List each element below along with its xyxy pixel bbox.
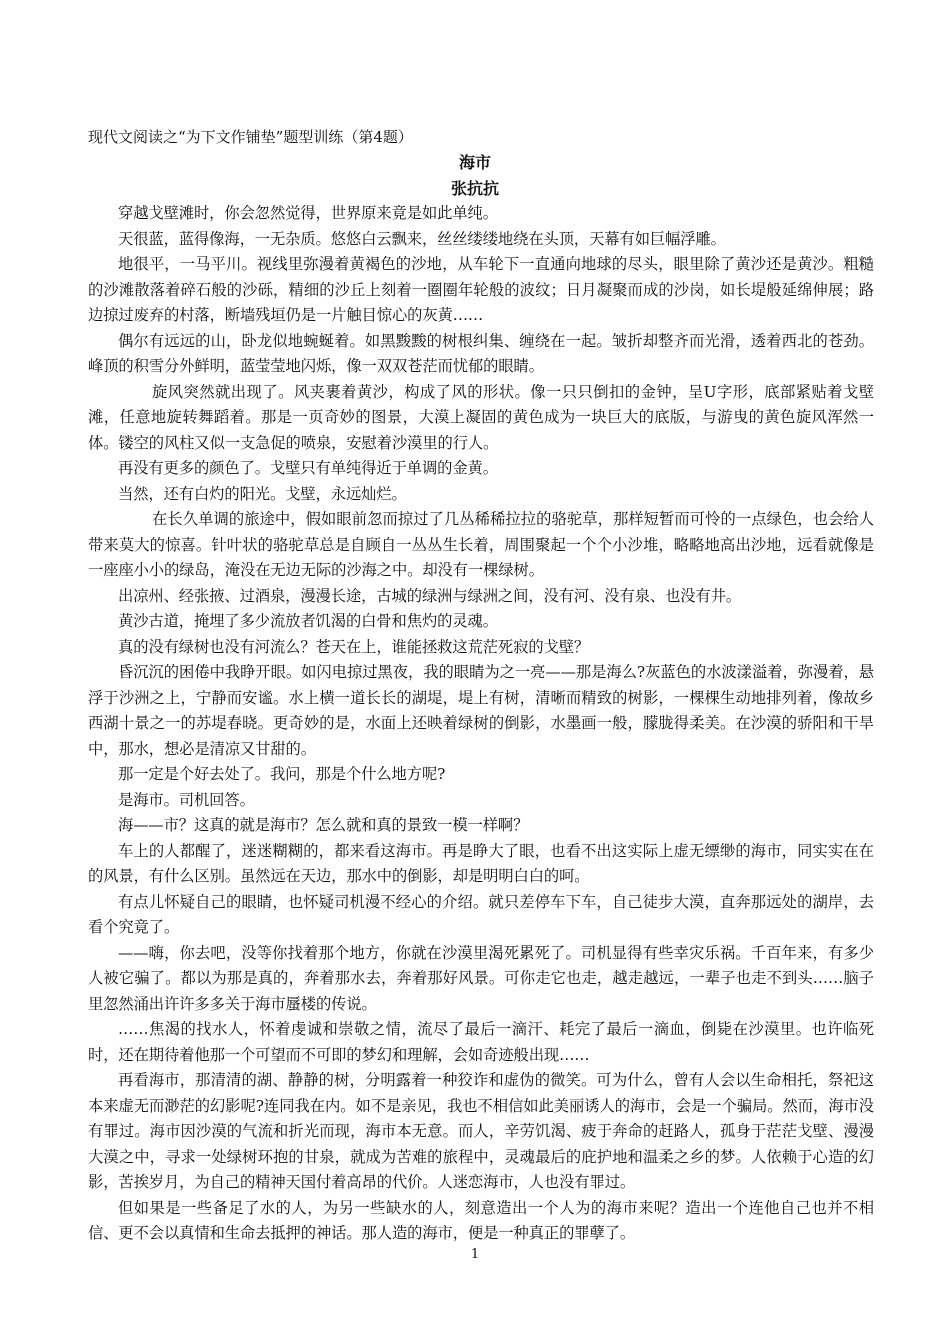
article-author: 张抗抗 bbox=[450, 179, 499, 198]
paragraph: 在长久单调的旅途中，假如眼前忽而掠过了几丛稀稀拉拉的骆驼草，那样短暂而可怜的一点绿色，也会给人带来莫大的惊喜。针叶状的骆驼草总是自顾自一丛丛生长着，周围聚起一个个小沙堆，略略地高出沙地，远看就像是一座座小小的绿岛，淹没在无边无际的沙海之中。却没有一棵绿树。 bbox=[88, 510, 874, 579]
paragraph: ——嗨，你去吧，没等你找着那个地方，你就在沙漠里渴死累死了。司机显得有些幸灾乐祸。千百年来，有多少人被它骗了。都以为那是真的，奔着那水去，奔着那好风景。可你走它也走，越走越远，一辈子也走不到头……脑子里忽然涌出许许多多关于海市蜃楼的传说。 bbox=[88, 943, 874, 1013]
page-number: 1 bbox=[470, 1247, 480, 1262]
paragraph: 真的没有绿树也没有河流么？苍天在上，谁能拯救这荒茫死寂的戈壁？ bbox=[118, 637, 590, 656]
paragraph: 但如果是一些备足了水的人，为另一些缺水的人，刻意造出一个人为的海市来呢？造出一个连他自己也并不相信、更不会以真情和生命去抵押的神话。那人造的海市，便是一种真正的罪孽了。 bbox=[88, 1198, 874, 1242]
paragraph: ……焦渴的找水人，怀着虔诚和崇敬之情，流尽了最后一滴汗、耗完了最后一滴血，倒毙在沙漠里。也许临死时，还在期待着他那一个可望而不可即的梦幻和理解，会如奇迹般出现…… bbox=[88, 1020, 874, 1064]
paragraph: 偶尔有远远的山，卧龙似地蜿蜒着。如黑黢黢的树根纠集、缠绕在一起。皱折却整齐而光滑，透着西北的苍劲。峰顶的积雪分外鲜明，蓝莹莹地闪烁，像一双双苍茫而忧郁的眼睛。 bbox=[88, 331, 874, 375]
paragraph: 地很平，一马平川。视线里弥漫着黄褐色的沙地，从车轮下一直通向地球的尽头，眼里除了黄沙还是黄沙。粗糙的沙滩散落着碎石般的沙砾，精细的沙丘上刻着一圈圈年轮般的波纹；日月凝聚而成的沙岗，如长堤般延绵伸展；路边掠过废弃的村落，断墙残垣仍是一片触目惊心的灰黄…… bbox=[88, 255, 874, 324]
paragraph: 海——市？这真的就是海市？怎么就和真的景致一模一样啊？ bbox=[118, 816, 529, 834]
paragraph: 车上的人都醒了，迷迷糊糊的，都来看这海市。再是睁大了眼，也看不出这实际上虚无缥缈的海市，同实实在在的风景，有什么区别。虽然远在天边，那水中的倒影，却是明明白白的呵。 bbox=[88, 841, 874, 885]
article-title: 海市 bbox=[458, 153, 491, 172]
paragraph: 再没有更多的颜色了。戈壁只有单纯得近于单调的金黄。 bbox=[118, 459, 498, 477]
paragraph: 天很蓝，蓝得像海，一无杂质。悠悠白云飘来，丝丝缕缕地绕在头顶，天幕有如巨幅浮雕。 bbox=[118, 229, 726, 248]
paragraph: 再看海市，那清清的湖、静静的树，分明露着一种狡诈和虚伪的微笑。可为什么，曾有人会以生命相托，祭祀这本来虚无而渺茫的幻影呢?连同我在内。如不是亲见，我也不相信如此美丽诱人的海市，会是一个骗局。然而，海市没有罪过。海市因沙漠的气流和折光而现，海市本无意。而人，辛劳饥渴、疲于奔命的赶路人，孤身于茫茫戈壁、漫漫大漠之中，寻求一处绿树环抱的甘泉，就成为苦难的旅程中，灵魂最后的庇护地和温柔之乡的梦。人依赖于心造的幻影，苦挨岁月，为自己的精神天国付着高昂的代价。人迷恋海市，人也没有罪过。 bbox=[88, 1071, 874, 1191]
paragraph: 那一定是个好去处了。我问，那是个什么地方呢? bbox=[118, 765, 446, 783]
paragraph: 有点儿怀疑自己的眼睛，也怀疑司机漫不经心的介绍。就只差停车下车，自己徒步大漠，直奔那远处的湖岸，去看个究竟了。 bbox=[88, 892, 874, 936]
paragraph: 昏沉沉的困倦中我睁开眼。如闪电掠过黑夜，我的眼睛为之一亮——那是海么?灰蓝色的水波漾溢着，弥漫着，悬浮于沙洲之上，宁静而安谧。水上横一道长长的湖堤，堤上有树，清晰而精致的树影，一棵棵生动地排列着，像故乡西湖十景之一的苏堤春晓。更奇妙的是，水面上还映着绿树的倒影，水墨画一般，朦胧得柔美。在沙漠的骄阳和干旱中，那水，想必是清凉又甘甜的。 bbox=[88, 663, 874, 758]
paragraph: 黄沙古道，掩埋了多少流放者饥渴的白骨和焦灼的灵魂。 bbox=[118, 612, 498, 630]
paragraph: 穿越戈壁滩时，你会忽然觉得，世界原来竟是如此单纯。 bbox=[118, 204, 498, 222]
paragraph: 当然，还有白灼的阳光。戈壁，永远灿烂。 bbox=[118, 484, 407, 503]
paragraph: 出凉州、经张掖、过酒泉，漫漫长途，古城的绿洲与绿洲之间，没有河、没有泉、也没有井。 bbox=[118, 586, 742, 605]
paragraph: 是海市。司机回答。 bbox=[118, 790, 255, 809]
article-body bbox=[88, 201, 874, 1247]
exercise-header: 现代文阅读之“为下文作铺垫”题型训练（第4题） bbox=[88, 128, 413, 146]
paragraph: 旋风突然就出现了。风夹裹着黄沙，构成了风的形状。像一只只倒扣的金钟，呈U字形，底部紧贴着戈壁滩，任意地旋转舞蹈着。那是一页奇妙的图景，大漠上凝固的黄色成为一块巨大的底版，与游曳的黄色旋风浑然一体。镂空的风柱又似一支急促的喷泉，安慰着沙漠里的行人。 bbox=[88, 382, 874, 452]
